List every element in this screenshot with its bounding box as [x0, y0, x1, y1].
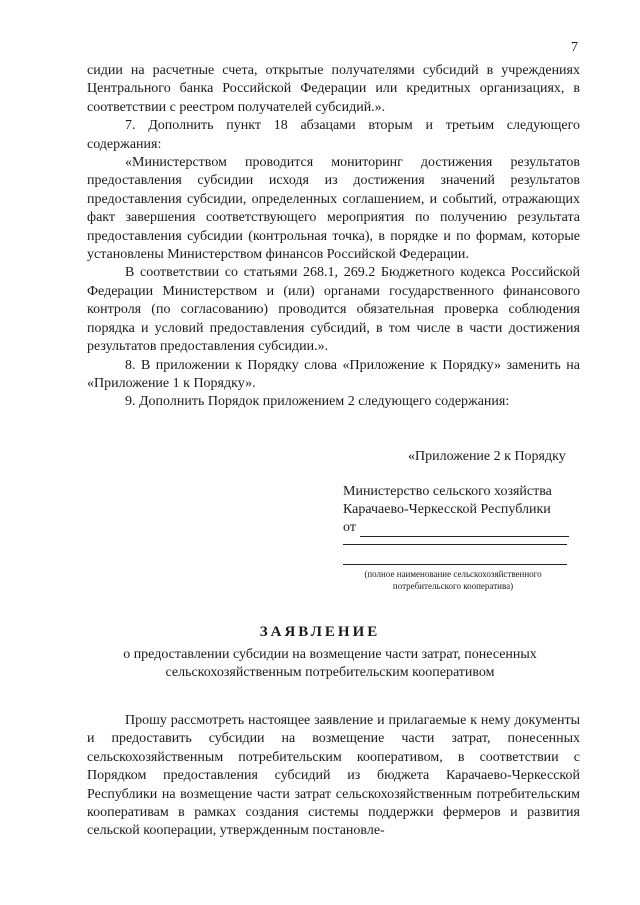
page-number: 7	[571, 40, 578, 55]
application-title: ЗАЯВЛЕНИЕ	[259, 624, 381, 640]
body-text	[87, 62, 580, 412]
addressee-line-2: Карачаево-Черкесской Республики	[343, 502, 551, 517]
paragraph-monitoring: «Министерством проводится мониторинг достижения результатов предоставления субсидии исходя из достижения значений результатов предоставления субсидии, определенных соглашением, и событий, отражающих факт завершения соответствующего мероприятия по получению результата предоставления субсидии (контрольная точка), в порядке и по формам, которые установлены Министерством финансов Российской Федерации.	[87, 155, 580, 263]
addressee-line-1: Министерство сельского хозяйства	[343, 484, 552, 499]
paragraph-continuation: сидии на расчетные счета, открытые получателями субсидий в учреждениях Центрального банка Российской Федерации или кредитных организациях, в соответствии с реестром получателей субсидий.».	[87, 63, 580, 115]
addressee-block	[343, 483, 583, 537]
appendix-label: «Приложение 2 к Порядку	[408, 449, 566, 464]
addressee-caption: (полное наименование сельскохозяйственного потребительского кооператива)	[364, 569, 542, 591]
from-line	[343, 519, 583, 537]
paragraph-item-9: 9. Дополнить Порядок приложением 2 следующего содержания:	[125, 394, 510, 410]
application-subtitle: о предоставлении субсидии на возмещение части затрат, понесенных сельскохозяйственным потребительским кооперативом	[123, 647, 537, 680]
from-label: от	[343, 520, 356, 535]
blank-line-2	[343, 564, 567, 565]
paragraph-budget-code: В соответствии со статьями 268.1, 269.2 Бюджетного кодекса Российской Федерации Министерством и (или) органами государственного финансового контроля (по согласованию) проводится обязательная проверка соблюдения порядка и условий предоставления субсидий, в том числе в части достижения результатов предоставления субсидии.».	[87, 265, 580, 355]
application-body	[87, 712, 580, 841]
paragraph-item-7: 7. Дополнить пункт 18 абзацами вторым и третьим следующего содержания:	[87, 118, 580, 152]
application-paragraph: Прошу рассмотреть настоящее заявление и прилагаемые к нему документы и предоставить субсидии на возмещение части затрат, понесенных сельскохозяйственным потребительским кооперативом, в соответствии с Порядком предоставления субсидий из бюджета Карачаево-Черкесской Республики на возмещение части затрат сельскохозяйственным потребительским кооперативам в рамках создания системы поддержки фермеров и развития сельской кооперации, утвержденным постановле-	[87, 713, 580, 839]
blank-line-1	[343, 544, 567, 545]
from-blank	[360, 522, 569, 537]
paragraph-item-8: 8. В приложении к Порядку слова «Приложение к Порядку» заменить на «Приложение 1 к Порядку».	[87, 357, 580, 391]
